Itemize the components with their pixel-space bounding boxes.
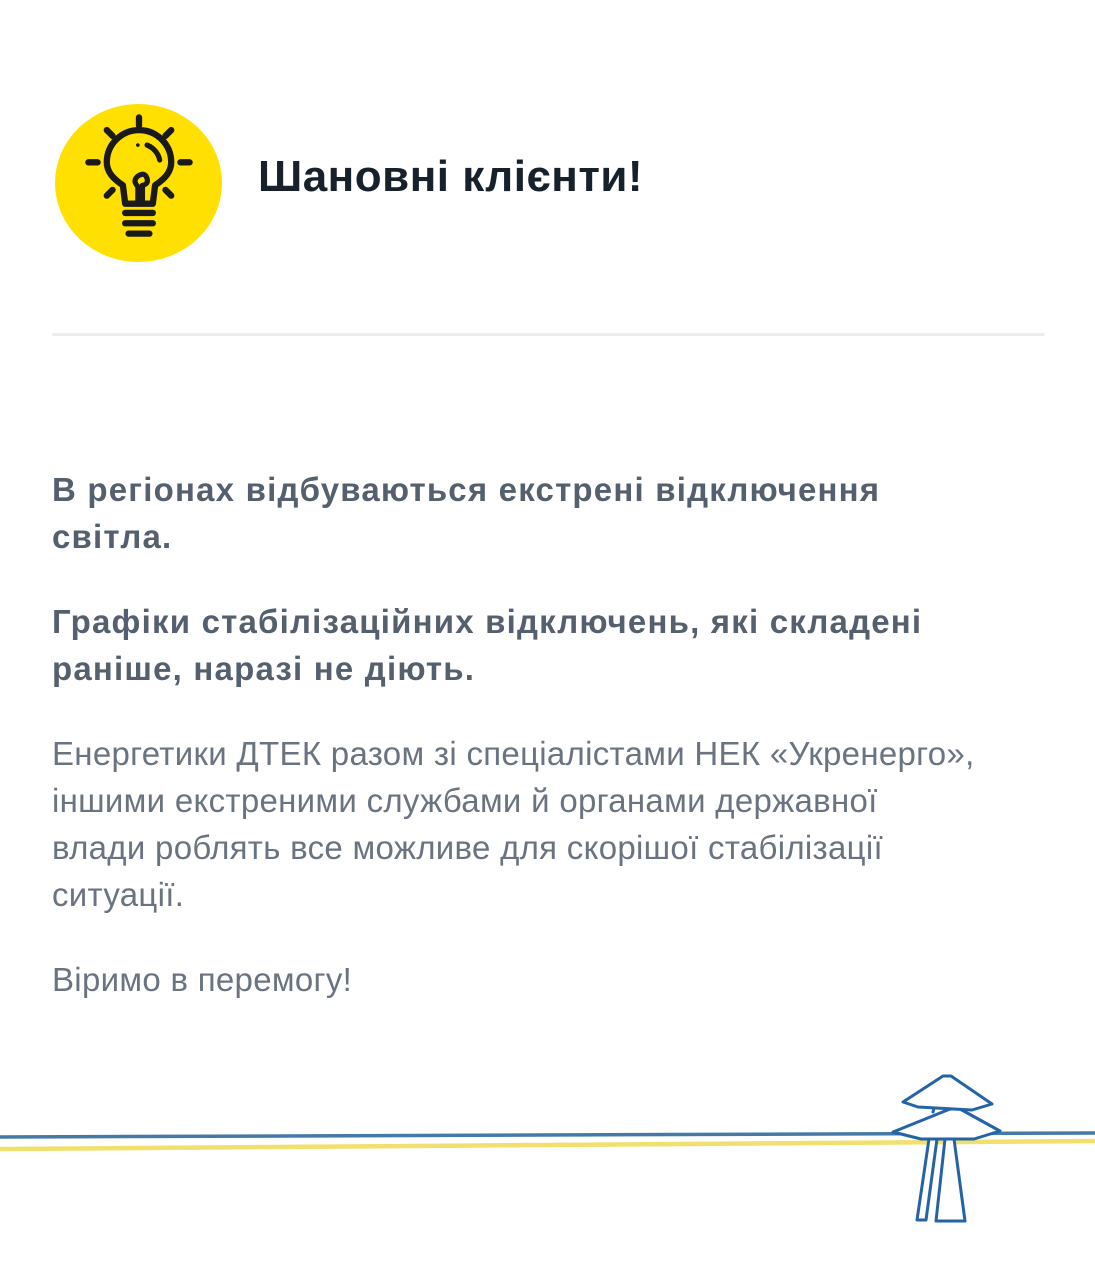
text-line: Енергетики ДТЕК разом зі спеціалістами НЕК «Укренерго», <box>52 735 975 772</box>
lightbulb-icon <box>80 114 198 252</box>
text-line: Віримо в перемогу! <box>52 961 353 998</box>
lightbulb-badge <box>55 104 222 262</box>
announcement-body <box>52 466 1052 1041</box>
footer-decoration <box>0 1060 1095 1260</box>
paragraph-emergency-outages <box>52 466 1052 560</box>
text-line: раніше, наразі не діють. <box>52 650 476 687</box>
text-line: влади роблять все можливе для скорішої стабілізації <box>52 829 883 866</box>
page-title: Шановні клієнти! <box>258 152 644 201</box>
text-line: ситуації. <box>52 876 185 913</box>
paragraph-victory <box>52 956 1052 1003</box>
text-line: Графіки стабілізаційних відключень, які складені <box>52 603 923 640</box>
text-line: В регіонах відбуваються екстрені відключення <box>52 471 881 508</box>
power-transmission-tower-icon <box>893 1076 1000 1221</box>
paragraph-schedules-suspended <box>52 598 1052 692</box>
text-line: світла. <box>52 518 173 555</box>
footer-art-svg <box>0 1060 1095 1260</box>
paragraph-stabilization-efforts <box>52 730 1052 918</box>
divider-line <box>52 333 1045 336</box>
text-line: іншими екстреними службами й органами державної <box>52 782 878 819</box>
